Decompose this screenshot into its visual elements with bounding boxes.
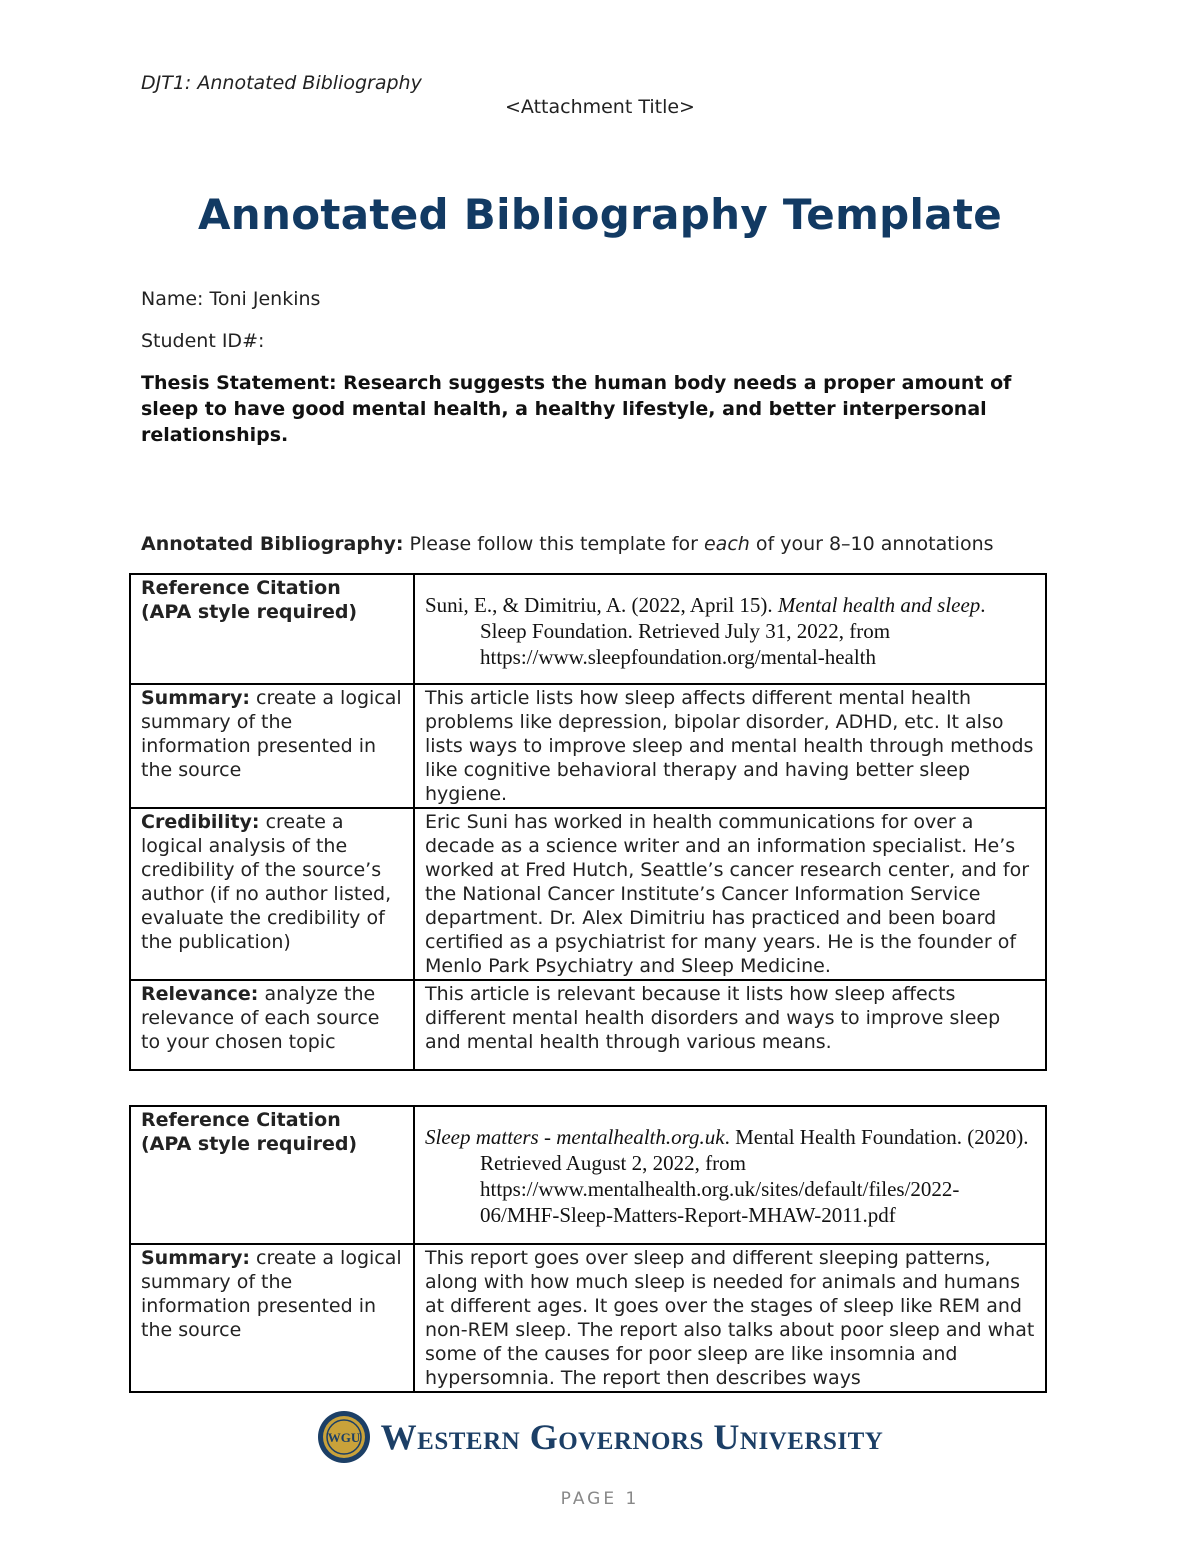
citation-text: Suni, E., & Dimitriu, A. (2022, April 15). bbox=[425, 593, 778, 617]
credibility-label-cell bbox=[130, 808, 414, 980]
page-number: PAGE 1 bbox=[560, 1489, 640, 1509]
reference-sublabel: (APA style required) bbox=[141, 601, 358, 623]
reference-citation-cell bbox=[414, 574, 1046, 684]
name-label: Name: bbox=[141, 288, 204, 310]
annotation-table-2 bbox=[129, 1105, 1047, 1393]
summary-label: Summary: bbox=[141, 1247, 250, 1269]
student-id-field bbox=[141, 330, 264, 352]
name-value: Toni Jenkins bbox=[209, 288, 321, 310]
reference-label-cell bbox=[130, 574, 414, 684]
thesis-statement: Thesis Statement: Research suggests the human body needs a proper amount of sleep to have good mental health, a healthy lifestyle, and better interpersonal relationships. bbox=[141, 372, 1012, 446]
citation-title: Mental health and sleep bbox=[777, 593, 981, 617]
reference-citation-cell bbox=[414, 1106, 1046, 1244]
reference-label: Reference Citation bbox=[141, 577, 341, 599]
relevance-label: Relevance: bbox=[141, 983, 259, 1005]
relevance-row bbox=[130, 980, 1046, 1070]
annotation-table-1 bbox=[129, 573, 1047, 1071]
summary-text: This report goes over sleep and different sleeping patterns, along with how much sleep is needed for animals and humans at different ages. It goes over the stages of sleep like REM and non-REM sleep. The report also talks about poor sleep and what some of the causes for poor sleep are like insomnia and hypersomnia. The report then describes ways bbox=[414, 1244, 1046, 1392]
seal-initials: WGU bbox=[327, 1430, 360, 1445]
relevance-description: analyze the relevance of each source to your chosen topic bbox=[141, 983, 380, 1053]
intro-label: Annotated Bibliography: bbox=[141, 533, 404, 555]
summary-label-cell bbox=[130, 1244, 414, 1392]
student-id-label: Student ID#: bbox=[141, 330, 265, 352]
summary-text: This article lists how sleep affects different mental health problems like depression, bipolar disorder, ADHD, etc. It also lists ways to improve sleep and mental health through methods like cognitive behavioral therapy and having better sleep hygiene. bbox=[414, 684, 1046, 808]
relevance-text: This article is relevant because it lists how sleep affects different mental health disorders and ways to improve sleep and mental health through various means. bbox=[414, 980, 1046, 1070]
summary-row bbox=[130, 1244, 1046, 1392]
university-name: Western Governors University bbox=[380, 1417, 884, 1457]
reference-row bbox=[130, 1106, 1046, 1244]
document-title: Annotated Bibliography Template bbox=[197, 190, 1003, 239]
attachment-title: <Attachment Title> bbox=[505, 96, 695, 118]
intro-emphasis: each bbox=[703, 533, 750, 555]
citation-source: . Sleep Foundation. Retrieved July 31, 2022, from https://www.sleepfoundation.org/mental-health bbox=[480, 593, 986, 669]
reference-sublabel: (APA style required) bbox=[141, 1133, 358, 1155]
reference-label-cell bbox=[130, 1106, 414, 1244]
citation-title: Sleep matters - mentalhealth.org.uk bbox=[425, 1125, 725, 1149]
name-field bbox=[141, 288, 320, 310]
reference-label: Reference Citation bbox=[141, 1109, 341, 1131]
credibility-row bbox=[130, 808, 1046, 980]
relevance-label-cell bbox=[130, 980, 414, 1070]
university-seal-icon bbox=[317, 1410, 371, 1464]
reference-row bbox=[130, 574, 1046, 684]
summary-label-cell bbox=[130, 684, 414, 808]
summary-row bbox=[130, 684, 1046, 808]
summary-description: create a logical summary of the information presented in the source bbox=[141, 687, 402, 781]
university-logo bbox=[0, 1410, 1200, 1468]
reference-citation bbox=[425, 1124, 1035, 1228]
credibility-text: Eric Suni has worked in health communications for over a decade as a science writer and an information specialist. He’s worked at Fred Hutch, Seattle’s cancer research center, and for the National Cancer Institute’s Cancer Information Service department. Dr. Alex Dimitriu has practiced and been board certified as a psychiatrist for many years. He is the founder of Menlo Park Psychiatry and Sleep Medicine. bbox=[414, 808, 1046, 980]
course-label: DJT1: Annotated Bibliography bbox=[141, 72, 422, 94]
citation-source: . Mental Health Foundation. (2020). Retrieved August 2, 2022, from https://www.mentalhealth.org.uk/sites/default/files/2022-06/MHF-Sleep-Matters-Report-MHAW-2011.pdf bbox=[480, 1125, 1029, 1227]
intro-text-before: Please follow this template for bbox=[403, 533, 704, 555]
bibliography-intro bbox=[141, 533, 994, 555]
reference-citation bbox=[425, 592, 1035, 670]
intro-text-after: of your 8–10 annotations bbox=[749, 533, 994, 555]
credibility-label: Credibility: bbox=[141, 811, 260, 833]
summary-description: create a logical summary of the information presented in the source bbox=[141, 1247, 402, 1341]
summary-label: Summary: bbox=[141, 687, 250, 709]
credibility-description: create a logical analysis of the credibility of the source’s author (if no author listed, evaluate the credibility of the publication) bbox=[141, 811, 392, 953]
